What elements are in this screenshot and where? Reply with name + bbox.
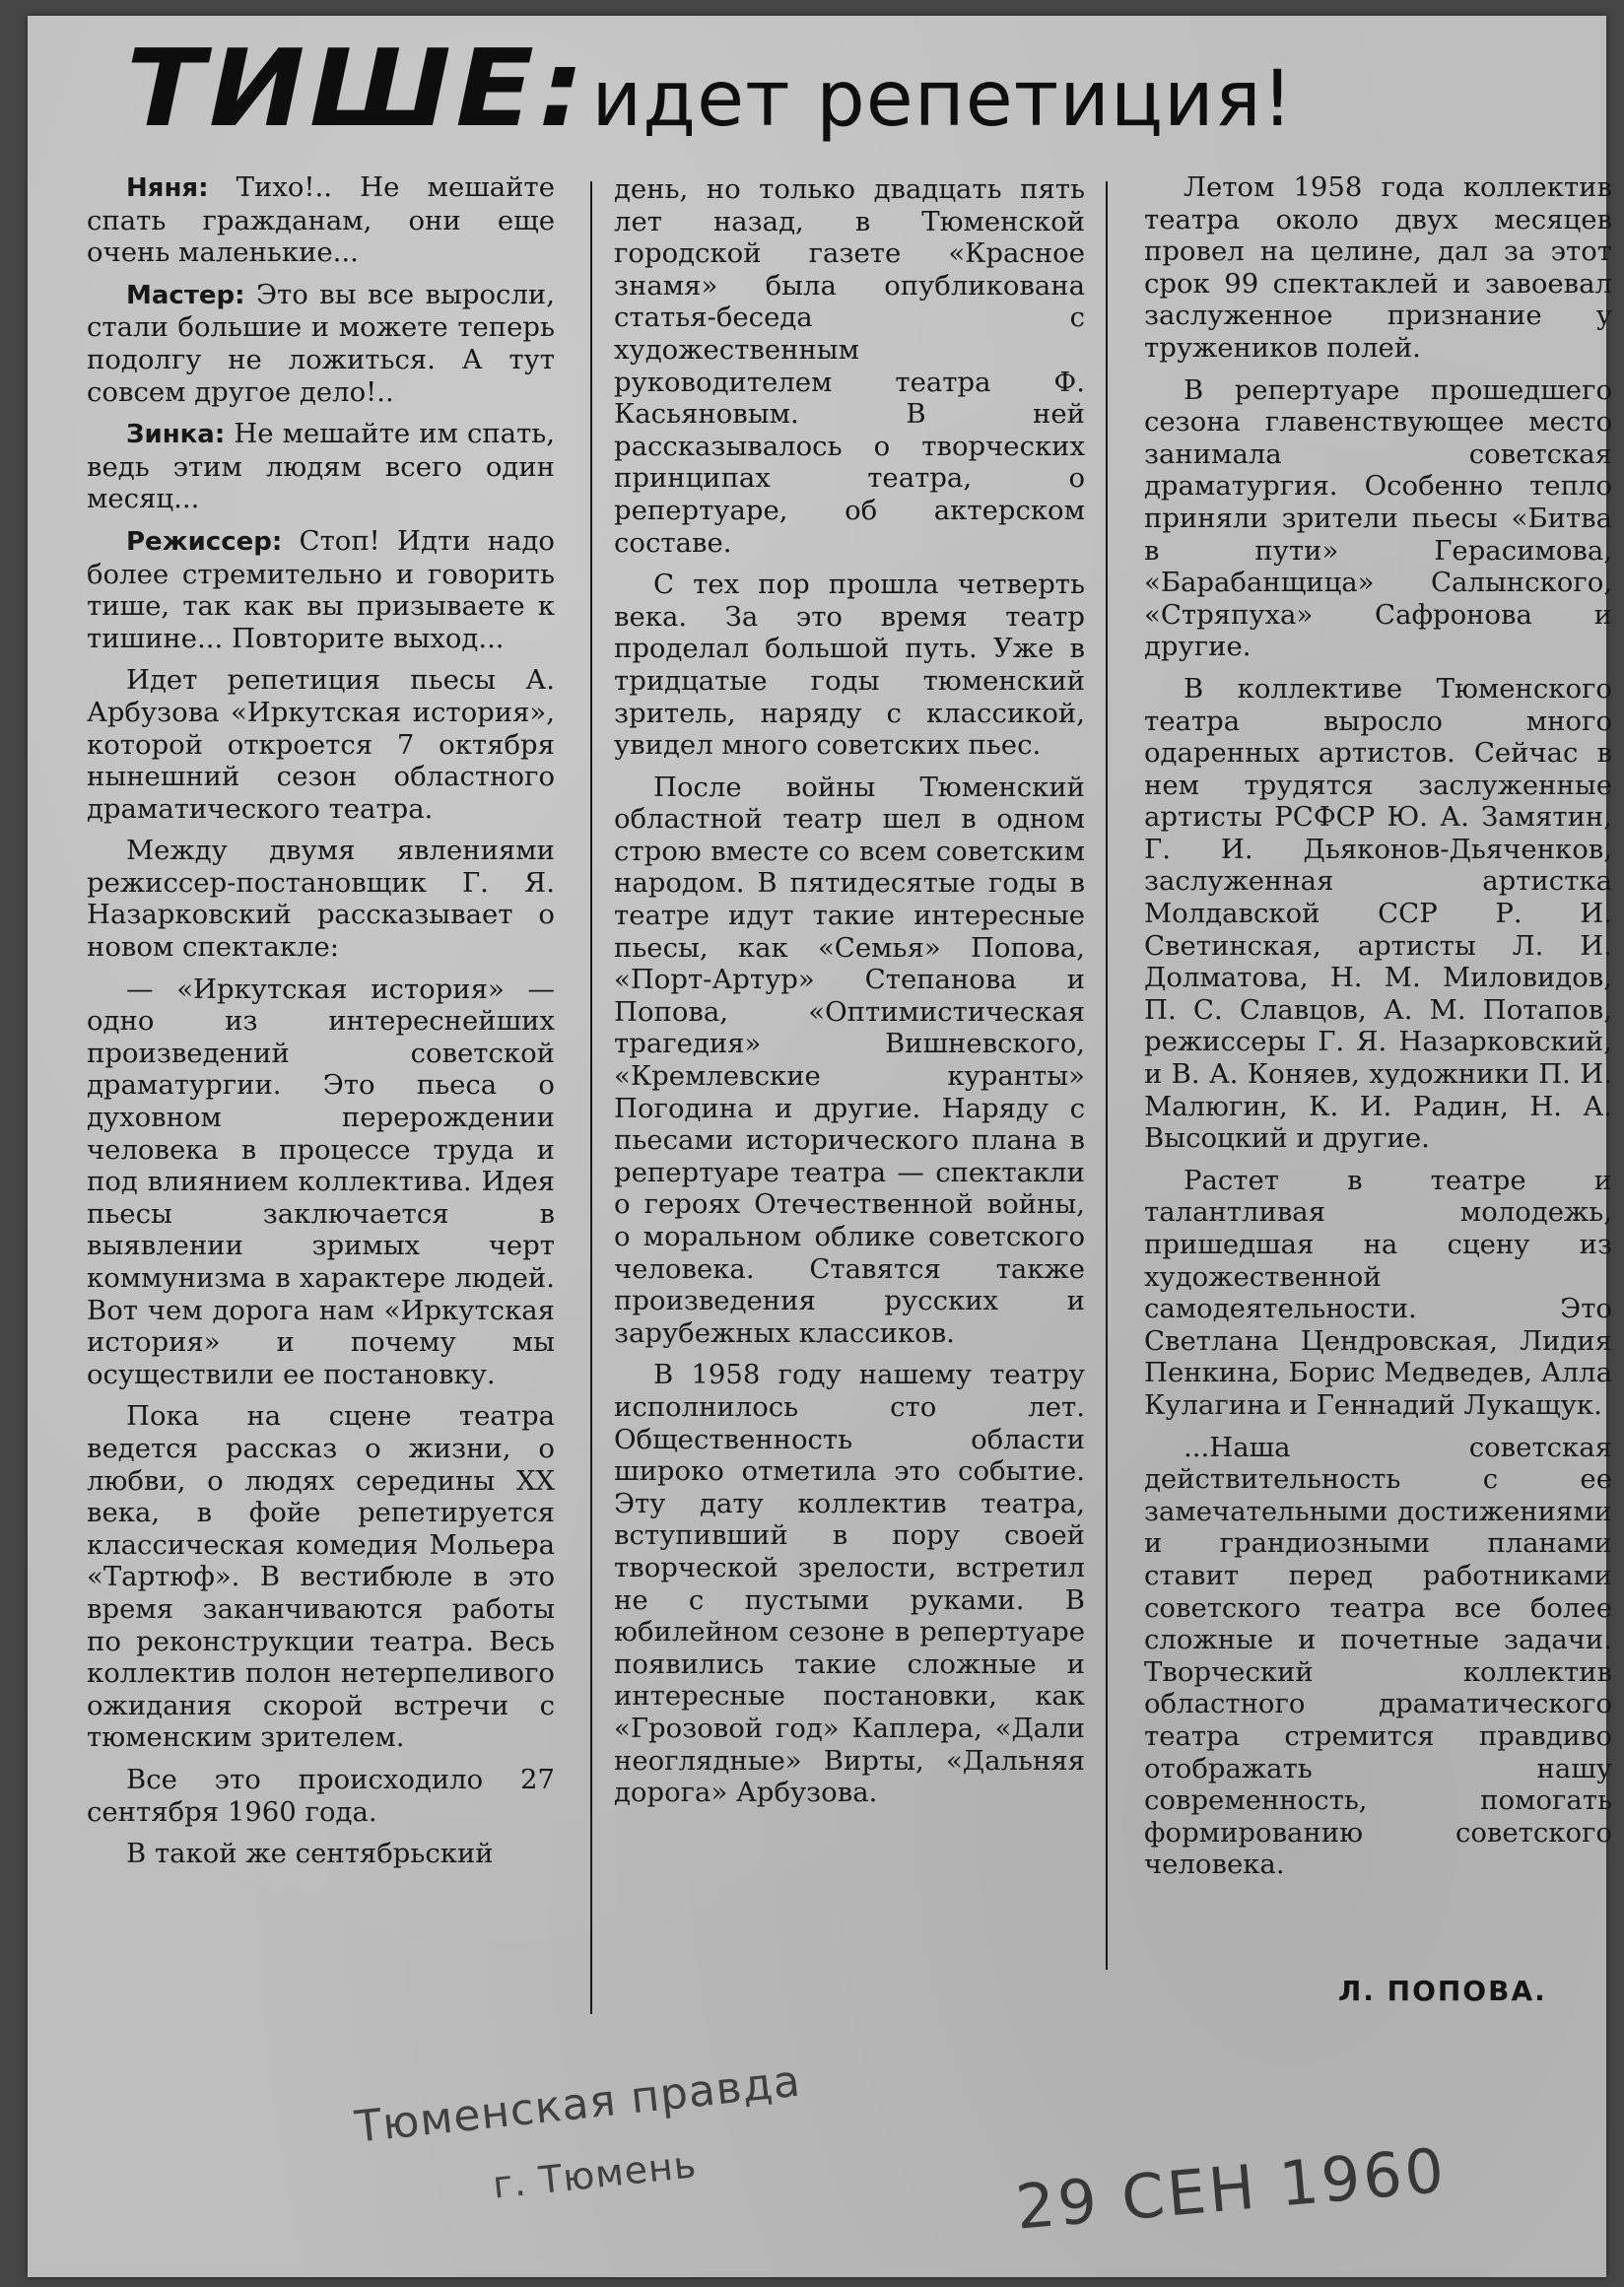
paragraph: После войны Тюменский областной театр шел в одном строю вместе со всем советским народом. В пятидесятые годы в театре идут такие интересные пьесы, как «Семья» Попова, «Порт-Артур» Степанова и Попова, «Оптимистическая трагедия» Вишневского, «Кремлевские куранты» Погодина и другие. Наряду с пьесами исторического плана в репертуаре театра — спектакли о героях Отечественной войны, о моральном облике советского человека. Ставятся также произведения русских и зарубежных классиков. <box>614 771 1085 1349</box>
paragraph: день, но только двадцать пять лет назад, в Тюменской городской газете «Красное знамя» была опубликована статья-беседа с художественным руководителем театра Ф. Касьяновым. В ней рассказывалось о творческих принципах театра, о репертуаре, об актерском составе. <box>614 173 1085 559</box>
paragraph: Все это происходило 27 сентября 1960 года. <box>87 1763 555 1828</box>
date-stamp: 29 СЕН 1960 <box>1013 2133 1450 2244</box>
column-divider-1 <box>590 181 592 2014</box>
article-column-2 <box>614 173 1085 1819</box>
speaker-name: Зинка: <box>126 420 226 450</box>
speaker-name: Няня: <box>126 173 209 203</box>
headline-bold-word: ТИШЕ: <box>126 28 589 151</box>
paragraph: В репертуаре прошедшего сезона главенствующее место занимала советская драматургия. Особенно тепло приняли зрители пьесы «Битва в пути» Герасимова, «Барабанщица» Салынского, «Стряпуха» Сафронова и другие. <box>1144 373 1612 663</box>
paragraph: С тех пор прошла четверть века. За это время театр проделал большой путь. Уже в тридцатые годы тюменский зритель, наряду с классикой, увидел много советских пьес. <box>614 569 1085 762</box>
dialogue-line <box>87 418 555 515</box>
city-stamp: г. Тюмень <box>491 2142 700 2207</box>
paragraph: Между двумя явлениями режиссер-постановщик Г. Я. Назарковский рассказывает о новом спектакле: <box>87 835 555 964</box>
dialogue-line <box>87 171 555 269</box>
dialogue-text: Тихо!.. Не мешайте спать гражданам, они еще очень маленькие... <box>87 171 555 269</box>
speaker-name: Мастер: <box>126 280 245 310</box>
dialogue-text: Это вы все выросли, стали большие и можете теперь подолгу не ложиться. А тут совсем другое дело!.. <box>87 278 555 408</box>
article-headline <box>126 28 1525 166</box>
dialogue-text: Стоп! Идти надо более стремительно и говорить тише, так как вы призываете к тишине... Повторите выход... <box>87 524 555 654</box>
paragraph: ...Наша советская действительность с ее замечательными достижениями и грандиозными планами ставит перед работниками советского театра все более сложные и почетные задачи. Творческий коллектив областного драматического театра стремится правдиво отображать нашу современность, помогать формированию советского человека. <box>1144 1431 1612 1881</box>
paragraph: — «Иркутская история» — одно из интереснейших произведений советской драматургии. Это пьеса о духовном перерождении человека в процессе труда и под влиянием коллектива. Идея пьесы заключается в выявлении зримых черт коммунизма в характере людей. Вот чем дорога нам «Иркутская история» и почему мы осуществили ее постановку. <box>87 973 555 1390</box>
paragraph: В 1958 году нашему театру исполнилось сто лет. Общественность области широко отметила это событие. Эту дату коллектив театра, вступивший в пору своей творческой зрелости, встретил не с пустыми руками. В юбилейном сезоне в репертуаре появились такие сложные и интересные постановки, как «Грозовой год» Каплера, «Дали неоглядные» Вирты, «Дальняя дорога» Арбузова. <box>614 1359 1085 1809</box>
paragraph: В коллективе Тюменского театра выросло много одаренных артистов. Сейчас в нем трудятся заслуженные артисты РСФСР Ю. А. Замятин, Г. И. Дьяконов-Дьяченков, заслуженная артистка Молдавской ССР Р. И. Светинская, артисты Л. И. Долматова, Н. М. Миловидов, П. С. Славцов, А. М. Потапов, режиссеры Г. Я. Назарковский, и В. А. Коняев, художники П. И. Малюгин, К. И. Радин, Н. А. Высоцкий и другие. <box>1144 672 1612 1155</box>
article-column-1 <box>87 171 555 1880</box>
dialogue-line <box>87 525 555 654</box>
newspaper-name-stamp: Тюменская правда <box>353 2055 803 2153</box>
headline-rest: идет репетиция! <box>591 55 1294 144</box>
newspaper-clipping <box>28 16 1612 2277</box>
paragraph: Идет репетиция пьесы А. Арбузова «Иркутская история», которой откроется 7 октября нынешний сезон областного драматического театра. <box>87 664 555 825</box>
paragraph: В такой же сентябрьский <box>126 1838 494 1870</box>
speaker-name: Режиссер: <box>126 526 283 557</box>
paragraph: Летом 1958 года коллектив театра около двух месяцев провел на целине, дал за этот срок 99 спектаклей и завоевал заслуженное признание у тружеников полей. <box>1144 171 1612 364</box>
author-signature: Л. ПОПОВА. <box>1338 1975 1547 2007</box>
paragraph: Пока на сцене театра ведется рассказ о жизни, о любви, о людях середины XX века, в фойе репетируется классическая комедия Мольера «Тартюф». В вестибюле в это время заканчиваются работы по реконструкции театра. Весь коллектив полон нетерпеливого ожидания скорой встречи с тюменским зрителем. <box>87 1400 555 1754</box>
column-divider-2 <box>1106 181 1108 1970</box>
dialogue-line <box>87 279 555 408</box>
article-column-3 <box>1144 171 1612 1891</box>
dialogue-text: Не мешайте им спать, ведь этим людям всего один месяц... <box>87 418 555 515</box>
paragraph: Растет в театре и талантливая молодежь, пришедшая на сцену из художественной самодеятельности. Это Светлана Цендровская, Лидия Пенкина, Борис Медведев, Алла Кулагина и Геннадий Лукащук. <box>1144 1164 1612 1421</box>
